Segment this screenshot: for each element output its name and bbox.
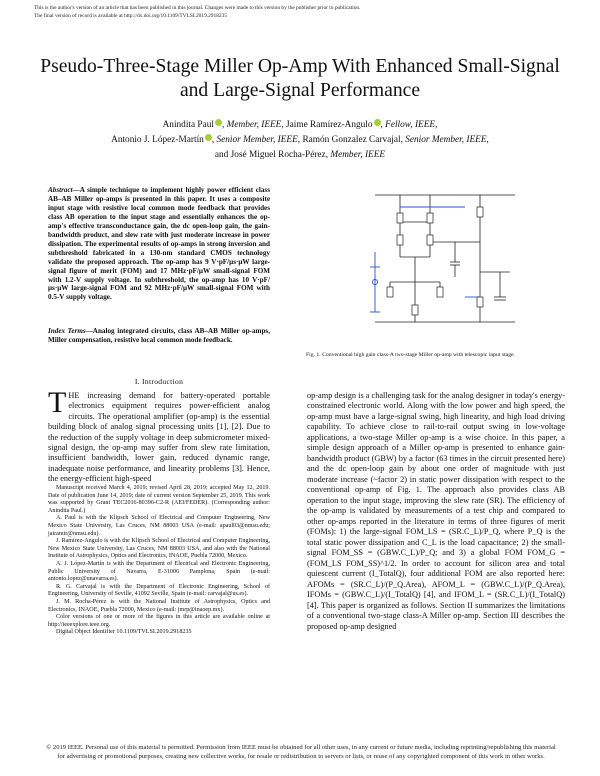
author-name: Antonio J. López-Martín [111,135,204,146]
author-role: Senior Member, IEEE [405,135,487,146]
author-name: Anindita Paul [162,120,214,130]
publication-note-line-2: The final version of record is available at http://dx.doi.org/10.1109/TVLSI.2019.2918235 [34,12,227,19]
abstract-label: Abstract [48,186,73,194]
footnote: Manuscript received March 4, 2019; revised April 28, 2019; accepted May 12, 2019. Date of publication June 14, 2019; date of current version September 25, 2019. This work was supported by Grant TEC2016-80396-C2-R (AEI/FEDER). (Corresponding author: Anindita Paul.) [48,485,270,514]
publication-note-line-1: This is the author's version of an article that has been published in this journal. Changes were made to this version by the publisher prior to publication. [34,5,361,11]
author-conjunction: and [214,150,229,161]
figure-caption: Fig. 1. Conventional high gain class-A two-stage Miller op-amp with telescopic input stage. [306,352,515,358]
author-name: Ramón Gonzalez Carvajal [302,135,401,146]
index-terms: Index Terms—Analog integrated circuits, class AB–AB Miller op-amps, Miller compensation, resistive local common mode feedback. [48,327,270,344]
author-list: Anindita Paul , Member, IEEE, Jaime Ramírez-Angulo , Fellow, IEEE, Antonio J. López-Martín , Senior Member, IEEE, Ramón Gonzalez Carvajal, Senior Member, IEEE, and José Miguel Rocha-Pérez, Member, IEEE [111,120,489,161]
drop-cap: T [48,386,67,419]
orcid-icon[interactable] [215,119,222,126]
author-role: Member, IEEE [330,150,386,161]
paper-title: Pseudo-Three-Stage Miller Op-Amp With Enhanced Small-Signal and Large-Signal Performance [40,56,560,101]
footnote: J. Ramírez-Angulo is with the Klipsch School of Electrical and Computer Engineering, New Mexico State University, Las Cruces, NM 88003 USA, and also with the National Institute of Astrophysics, Optics and Electronics, INAOE, Puebla 72000, Mexico. [48,538,270,560]
footnote: Color versions of one or more of the figures in this article are available online at http://ieeexplore.ieee.org. [48,614,270,628]
index-terms-text: Analog integrated circuits, class AB–AB Miller op-amps, Miller compensation, resistive local common mode feedback. [48,327,270,344]
author-name: Jaime Ramírez-Angulo [286,120,373,130]
author-role: Member, IEEE [226,120,282,130]
index-terms-label: Index Terms [48,327,86,335]
circuit-schematic-figure [355,187,530,337]
author-role: Senior Member, IEEE [216,135,298,146]
intro-text: HE increasing demand for battery-operated portable electronics equipment requires power-efficient analog circuits. The operational amplifier (op-amp) is the essential building block of analog signal processing units [1], [2]. Due to the reduction of the supply voltage in deep submicrometer mixed-signal design, the op-amp may suffer from slew rate limitation, insufficient bandwidth, lower gain, reduced dynamic range, inadequate noise performance, and linearity problems [3]. Hence, the energy-efficient high-speed [48,391,270,484]
author-role: Fellow, IEEE [385,120,436,130]
footnote: J. M. Rocha-Pérez is with the National Institute of Astrophysics, Optics and Electronics, INAOE, Puebla 72000, Mexico (e-mail: jmrp@inaoep.mx). [48,598,270,613]
right-column-text: op-amp design is a challenging task for the analog designer in today's energy-constrained electronic world. Along with the low power and high speed, the op-amp must have a large-signal swing, high linearity, and high load driving capability. To achieve close to rail-to-rail output swing in low-voltage applications, a two-stage Miller op-amp is a wise choice. In this paper, a simple design approach of a Miller op-amp is presented to enhance gain-bandwidth product (GBW) by a factor (63 times in the circuit presented here) and the dc open-loop gain by about one order of magnitude with just moderate increase (~factor 2) in static power dissipation with respect to the conventional op-amp of Fig. 1. The approach also provides class AB operation to the input stage, improving the slew rate (SR). The efficiency of the op-amp is validated by measurements of a test chip and compared to other op-amps reported in the literature in terms of three figures of merit (FOMs): 1) the large-signal FOM_LS = (SR.C_L)/P_Q, where P_Q is the total static power dissipation and C_L is the load capacitance; 2) the small-signal FOM_SS = (GBW.C_L)/P_Q; and 3) a global FOM FOM_G = (FOM_LS FOM_SS)^1/2. In order to account for silicon area and total quiescent current (I_TotalQ), four additional FOM are also reported here: AFOMs = (SR.C_L)/(P_Q.Area), AFOM_L = (GBW.C_L)/(P_Q.Area), IFOMs = (GBW.C_L)/(I_TotalQ) [4], and IFOM_L = (SR.C_L)/(I_TotalQ) [4]. This paper is organized as follows. Section II summarizes the limitations of a conventional two-stage class-A Miller op-amp. Section III describes the proposed op-amp designed [307,391,566,631]
author-name: José Miguel Rocha-Pérez [230,150,326,161]
abstract: Abstract—A simple technique to implement highly power efficient class AB–AB Miller op-amps is presented in this paper. It uses a composite input stage with resistive local common mode feedback that provides class AB operation to the input stage and essentially enhances the op-amp's effective transconductance gain, the dc open-loop gain, the gain-bandwidth product, and slew rate with just moderate increase in power dissipation. The experimental results of op-amps in strong inversion and subthreshold fabricated in a 130-nm standard CMOS technology validate the proposed approach. The op-amp has 9 V·pF/μs·μW large-signal figure of merit (FOM) and 17 MHz·pF/μW small-signal FOM with 1.2-V supply voltage. In subthreshold, the op-amp has 10 V·pF/μs·μW large-signal FOM and 92 MHz·pF/μW small-signal FOM with 0.5-V supply voltage. [48,186,270,302]
intro-paragraph [48,386,270,485]
footnote: A. Paul is with the Klipsch School of Electrical and Computer Engineering, New Mexico State University, Las Cruces, NM 88003 USA (e-mail: apaul03@nmsu.edu; jairamir@nmsu.edu). [48,515,270,537]
footnote: R. G. Carvajal is with the Department of Electronic Engineering, School of Engineering, University of Seville, 41092 Seville, Spain (e-mail: carvajal@us.es). [48,583,270,598]
footnote: Digital Object Identifier 10.1109/TVLSI.2019.2918235 [56,629,192,636]
publication-note [34,5,574,20]
orcid-icon[interactable] [205,134,212,141]
orcid-icon[interactable] [374,119,381,126]
abstract-text: A simple technique to implement highly power efficient class AB–AB Miller op-amps is presented in this paper. It uses a composite input stage with resistive local common mode feedback that provides class AB operation to the input stage and essentially enhances the op-amp's effective transconductance gain, the dc open-loop gain, the gain-bandwidth product, and slew rate with just moderate increase in power dissipation. The experimental results of op-amps in strong inversion and subthreshold fabricated in a 130-nm standard CMOS technology validate the proposed approach. The op-amp has 9 V·pF/μs·μW large-signal figure of merit (FOM) and 17 MHz·pF/μW small-signal FOM with 1.2-V supply voltage. In subthreshold, the op-amp has 10 V·pF/μs·μW large-signal FOM and 92 MHz·pF/μW small-signal FOM with 0.5-V supply voltage. [48,186,270,302]
footnote: A. J. López-Martín is with the Department of Electrical and Electronic Engineering, Public University of Navarra, E-31006 Pamplona, Spain (e-mail: antonio.lopez@unavarra.es). [48,560,270,583]
footnotes [48,485,270,637]
copyright-notice: © 2019 IEEE. Personal use of this material is permitted. Permission from IEEE must be obtained for all other uses, in any current or future media, including reprinting/republishing this material for advertising or promotional purposes, creating new collective works, for resale or redistribution to servers or lists, or reuse of any copyrighted component of this work in other works. [46,744,556,760]
section-heading: I. Introduction [134,377,184,386]
